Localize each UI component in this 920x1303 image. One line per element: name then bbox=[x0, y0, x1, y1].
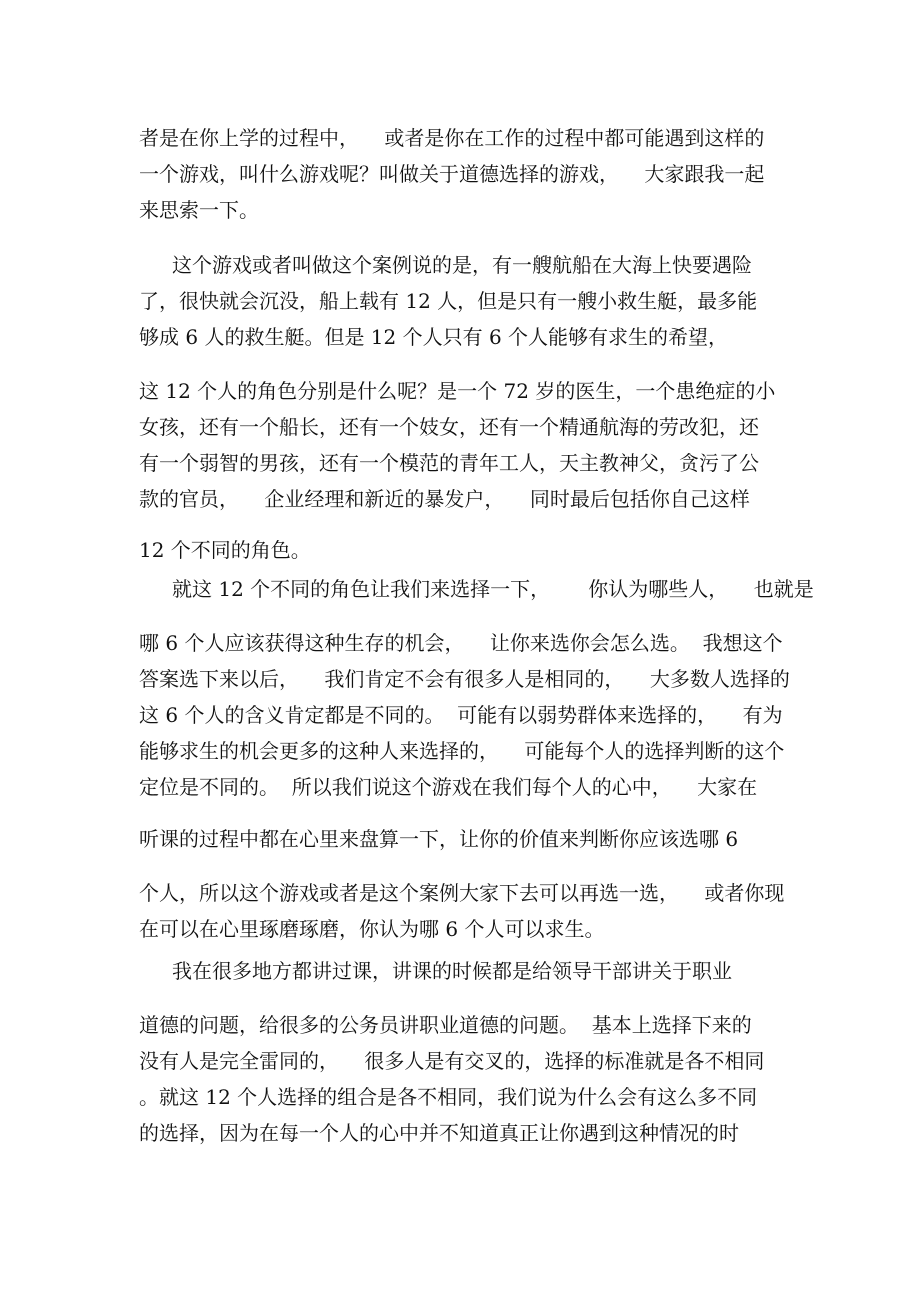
text-line: 款的官员， 企业经理和新近的暴发户， 同时最后包括你自己这样 bbox=[139, 487, 750, 511]
text-line: 就这 12 个不同的角色让我们来选择一下， 你认为哪些人， 也就是 bbox=[172, 577, 814, 601]
text-line: 者是在你上学的过程中， 或者是你在工作的过程中都可能遇到这样的 bbox=[139, 126, 765, 150]
text-line: 我在很多地方都讲过课，讲课的时候都是给领导干部讲关于职业 bbox=[172, 959, 732, 983]
text-line: 能够求生的机会更多的这种人来选择的， 可能每个人的选择判断的这个 bbox=[139, 739, 785, 763]
text-line: 女孩，还有一个船长，还有一个妓女，还有一个精通航海的劳改犯，还 bbox=[139, 415, 759, 439]
text-line: 够成 6 人的救生艇。但是 12 个人只有 6 个人能够有求生的希望， bbox=[139, 325, 729, 349]
text-line: 哪 6 个人应该获得这种生存的机会， 让你来选你会怎么选。 我想这个 bbox=[139, 631, 783, 655]
text-line: 个人，所以这个游戏或者是这个案例大家下去可以再选一选， 或者你现 bbox=[139, 881, 785, 905]
text-line: 在可以在心里琢磨琢磨，你认为哪 6 个人可以求生。 bbox=[139, 917, 605, 941]
text-line: 定位是不同的。 所以我们说这个游戏在我们每个人的心中， 大家在 bbox=[139, 775, 758, 799]
text-line: 听课的过程中都在心里来盘算一下，让你的价值来判断你应该选哪 6 bbox=[139, 827, 739, 851]
text-line: 道德的问题，给很多的公务员讲职业道德的问题。 基本上选择下来的 bbox=[139, 1013, 752, 1037]
text-line: 这 12 个人的角色分别是什么呢？是一个 72 岁的医生，一个患绝症的小 bbox=[139, 379, 776, 403]
text-line: 没有人是完全雷同的， 很多人是有交叉的，选择的标准就是各不相同 bbox=[139, 1049, 765, 1073]
text-line: 一个游戏，叫什么游戏呢？叫做关于道德选择的游戏， 大家跟我一起 bbox=[139, 162, 765, 186]
text-line: 这个游戏或者叫做这个案例说的是，有一艘航船在大海上快要遇险 bbox=[172, 253, 752, 277]
text-line: 12 个不同的角色。 bbox=[139, 538, 311, 562]
text-line: 了，很快就会沉没，船上载有 12 人，但是只有一艘小救生艇，最多能 bbox=[139, 289, 758, 313]
text-line: 答案选下来以后， 我们肯定不会有很多人是相同的， 大多数人选择的 bbox=[139, 667, 790, 691]
text-line: 的选择，因为在每一个人的心中并不知道真正让你遇到这种情况的时 bbox=[139, 1121, 739, 1145]
text-line: 。就这 12 个人选择的组合是各不相同，我们说为什么会有这么多不同 bbox=[139, 1085, 758, 1109]
text-line: 有一个弱智的男孩，还有一个模范的青年工人，天主教神父，贪污了公 bbox=[139, 451, 759, 475]
text-line: 这 6 个人的含义肯定都是不同的。 可能有以弱势群体来选择的， 有为 bbox=[139, 703, 783, 727]
text-line: 来思索一下。 bbox=[139, 198, 259, 222]
